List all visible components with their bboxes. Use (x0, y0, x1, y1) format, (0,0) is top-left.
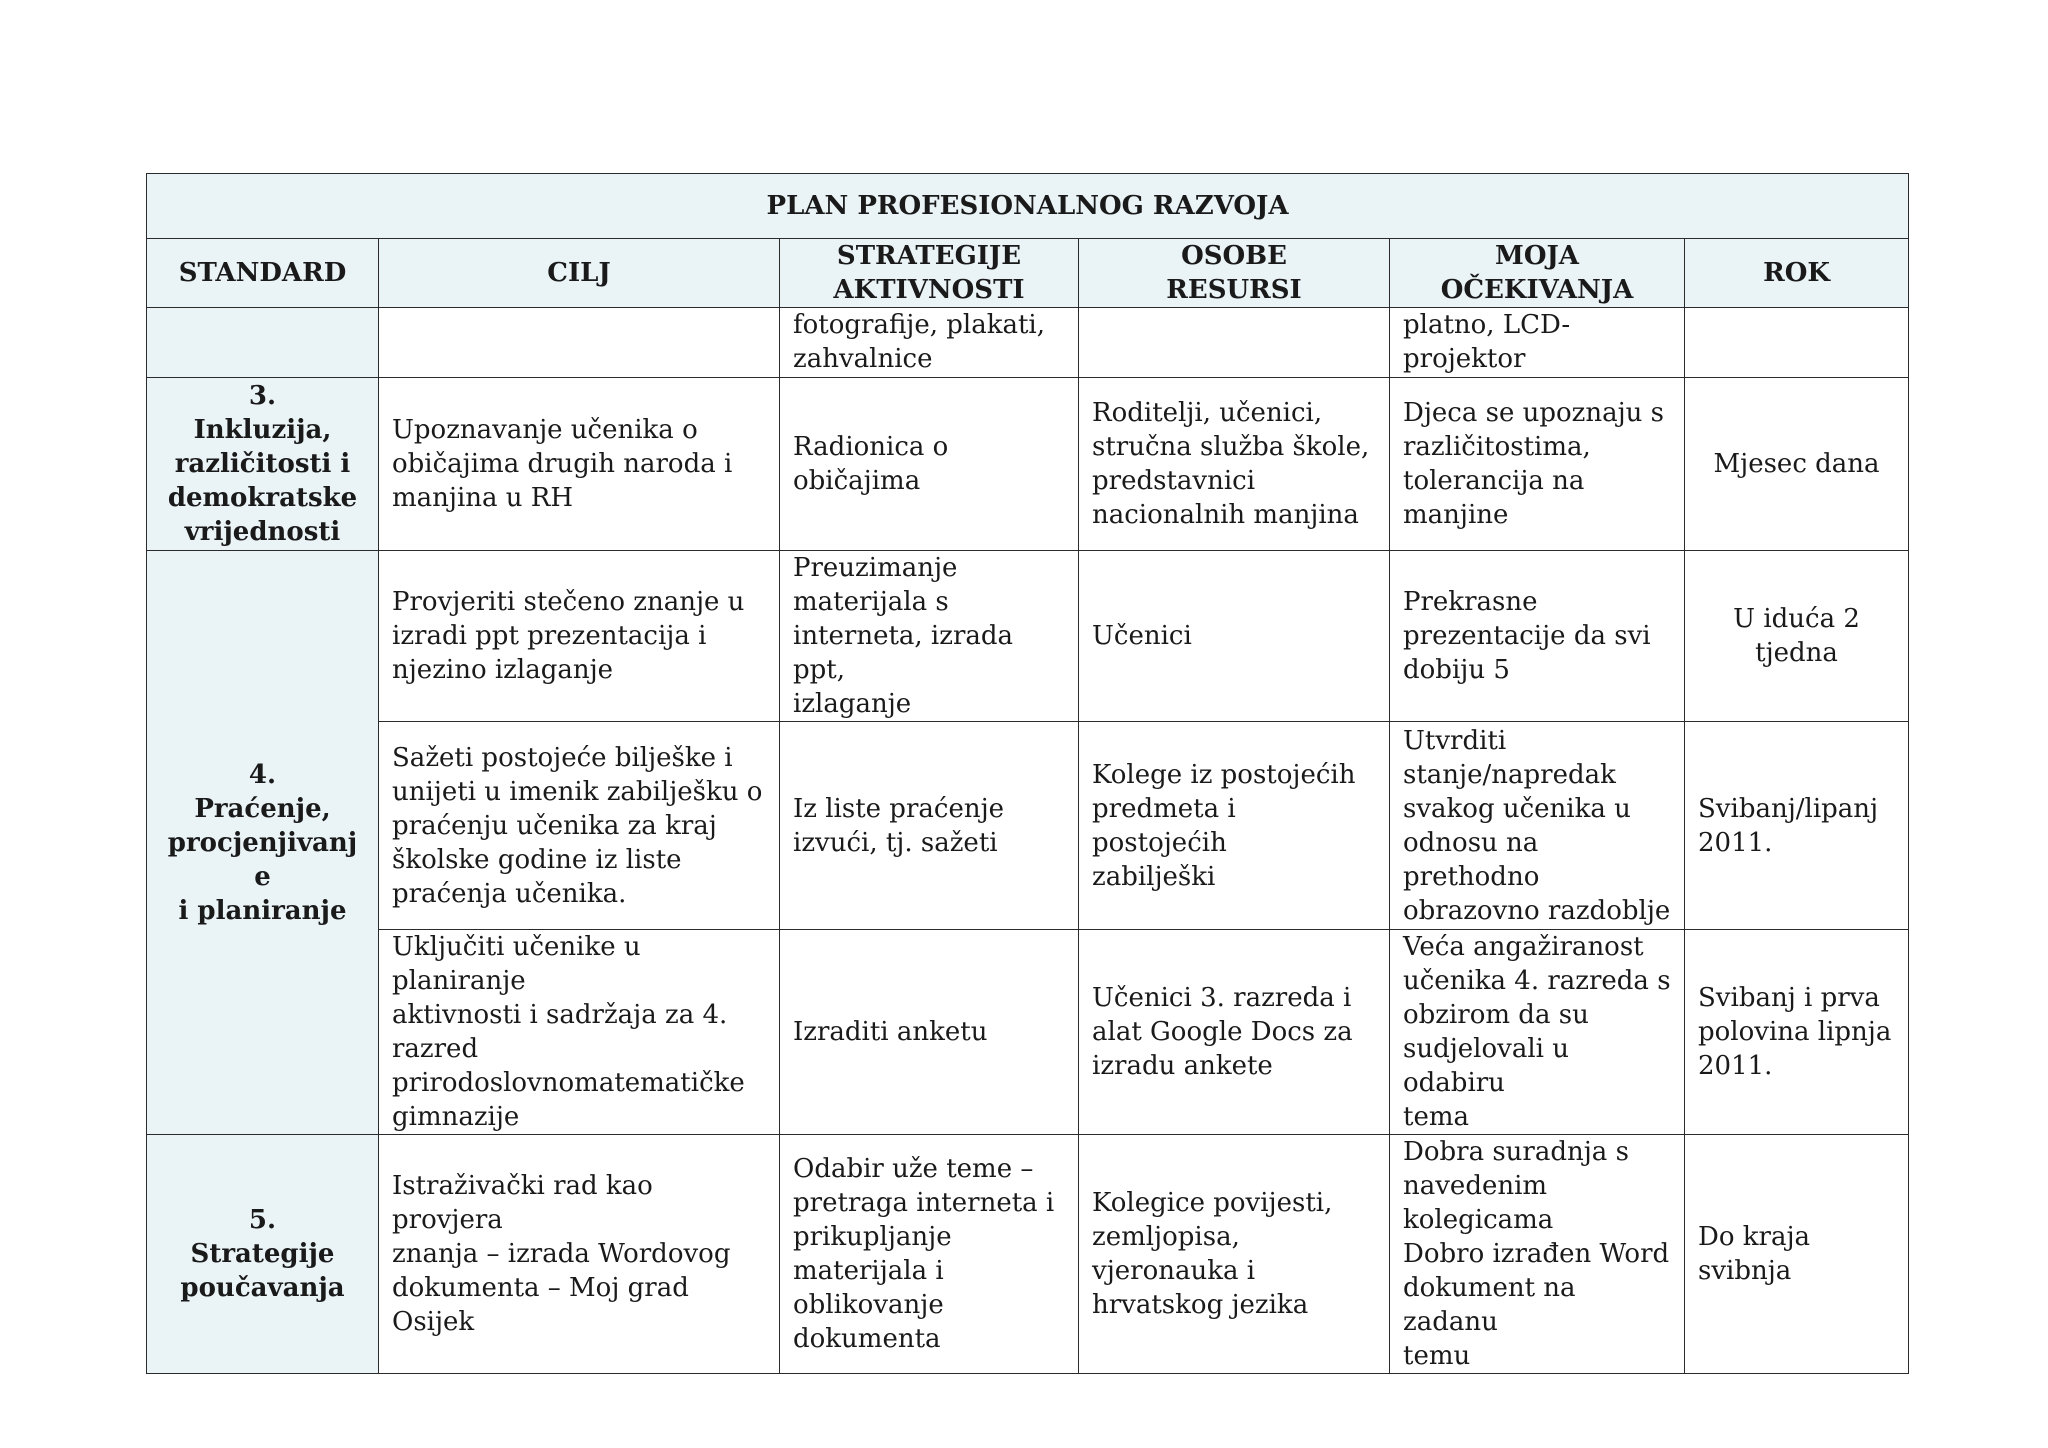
osobe-cell (1079, 1135, 1390, 1374)
cilj-cell (379, 1135, 780, 1374)
text-line: Do kraja (1698, 1222, 1811, 1252)
text-line: sudjelovali u odabiru (1403, 1034, 1569, 1098)
text-line: zemljopisa, (1092, 1222, 1240, 1252)
text-line: stanje/napredak (1403, 759, 1616, 790)
text-line: prirodoslovnomatematičke (392, 1068, 745, 1098)
text-line: Odabir uže teme – (793, 1154, 1034, 1184)
rok-cell (1685, 1135, 1909, 1374)
table-row (147, 722, 1909, 930)
text-line: Kolege iz postojećih (1092, 759, 1356, 790)
header-strategije-line-2: AKTIVNOSTI (833, 275, 1025, 305)
text-line: obrazovno razdoblje (1403, 895, 1671, 926)
text-line: Utvrditi (1403, 725, 1507, 756)
text-line: razred (392, 1034, 479, 1064)
rok-cell: Mjesec dana (1685, 378, 1909, 551)
text-line: Učenici 3. razreda i (1092, 983, 1352, 1013)
standard-cell-4 (147, 551, 379, 1135)
text-line: materijala s (793, 587, 949, 617)
text-line: zabilješki (1092, 861, 1216, 892)
standard-line: procjenjivanje (167, 827, 358, 892)
text-line: U iduća 2 (1733, 604, 1860, 634)
text-line: tema (1403, 1102, 1469, 1132)
standard-cell-3 (147, 378, 379, 551)
text-line: njezino izlaganje (392, 655, 614, 685)
text-line: nacionalnih manjina (1092, 500, 1359, 530)
text-line: izvući, tj. sažeti (793, 827, 998, 858)
text-line: predmeta i postojećih (1092, 793, 1236, 858)
text-line: tolerancija na (1403, 466, 1585, 496)
text-line: Uključiti učenike u planiranje (392, 932, 641, 996)
text-line: izradi ppt prezentacija i (392, 621, 707, 651)
text-line: manjine (1403, 500, 1509, 530)
cilj-cell (379, 378, 780, 551)
title-row (147, 174, 1909, 239)
text-line: Dobro izrađen Word (1403, 1239, 1670, 1269)
osobe-cell (1079, 308, 1390, 378)
text-line: Preuzimanje (793, 553, 958, 583)
text-line: običajima (793, 466, 921, 496)
text-line: zahvalnice (793, 344, 933, 374)
text-line: Radionica o (793, 432, 949, 462)
header-standard: STANDARD (147, 239, 379, 308)
text-line: Djeca se upoznaju s (1403, 398, 1665, 428)
header-row (147, 239, 1909, 308)
text-line: prezentacije da svi (1403, 621, 1651, 651)
ocekivanja-cell (1390, 308, 1685, 378)
rok-cell (1685, 722, 1909, 930)
ocekivanja-cell (1390, 1135, 1685, 1374)
osobe-cell (1079, 551, 1390, 722)
text-line: dokument na zadanu (1403, 1273, 1576, 1337)
standard-line: 4. (248, 759, 277, 790)
text-line: polovina lipnja (1698, 1017, 1892, 1047)
text-line: Provjeriti stečeno znanje u (392, 587, 745, 617)
text-line: navedenim (1403, 1171, 1548, 1201)
text-line: školske godine iz liste (392, 844, 682, 875)
strategije-cell (780, 722, 1079, 930)
text-line: Upoznavanje učenika o (392, 415, 698, 445)
cilj-cell (379, 551, 780, 722)
text-line: Sažeti postojeće bilješke i (392, 742, 733, 773)
table-row (147, 308, 1909, 378)
strategije-cell (780, 551, 1079, 722)
text-line: stručna služba škole, (1092, 432, 1370, 462)
text-line: običajima drugih naroda i (392, 449, 733, 479)
table-title: PLAN PROFESIONALNOG RAZVOJA (147, 174, 1909, 239)
standard-line: demokratske (167, 483, 358, 513)
text-line: 2011. (1698, 1051, 1773, 1081)
text-line: projektor (1403, 344, 1526, 374)
text-line: Svibanj/lipanj (1698, 793, 1879, 824)
ocekivanja-cell (1390, 378, 1685, 551)
text-line: gimnazije (392, 1102, 520, 1132)
standard-cell-5 (147, 1135, 379, 1374)
text-line: materijala i (793, 1256, 944, 1286)
text-line: unijeti u imenik zabilješku o (392, 776, 763, 807)
text-line: interneta, izrada ppt, (793, 621, 1014, 685)
header-osobe-line-2: RESURSI (1166, 275, 1302, 305)
header-ocekivanja: MOJA OČEKIVANJA (1390, 239, 1685, 308)
standard-cell-continued (147, 308, 379, 378)
standard-line: Strategije (190, 1239, 335, 1269)
standard-line: 3. (248, 381, 277, 411)
text-line: temu (1403, 1341, 1471, 1371)
text-line: dobiju 5 (1403, 655, 1510, 685)
text-line: Istraživački rad kao provjera (392, 1171, 653, 1235)
strategije-cell (780, 1135, 1079, 1374)
text-line: Veća angažiranost (1403, 932, 1644, 962)
text-line: manjina u RH (392, 483, 574, 513)
rok-cell (1685, 308, 1909, 378)
text-line: fotografije, plakati, (793, 310, 1046, 340)
text-line: kolegicama (1403, 1205, 1554, 1235)
table-row (147, 378, 1909, 551)
text-line: 2011. (1698, 827, 1773, 858)
header-rok: ROK (1685, 239, 1909, 308)
text-line: učenika 4. razreda s (1403, 966, 1671, 996)
ocekivanja-cell (1390, 722, 1685, 930)
standard-line: 5. (248, 1205, 277, 1235)
text-line: dokumenta – Moj grad Osijek (392, 1273, 689, 1337)
strategije-cell (780, 378, 1079, 551)
strategije-cell (780, 930, 1079, 1135)
standard-line: vrijednosti (184, 517, 341, 547)
cilj-cell (379, 930, 780, 1135)
text-line: Kolegice povijesti, (1092, 1188, 1333, 1218)
text-line: prethodno (1403, 861, 1540, 892)
text-line: oblikovanje (793, 1290, 944, 1320)
text-line: praćenja učenika. (392, 878, 627, 909)
ocekivanja-cell (1390, 930, 1685, 1135)
text-line: vjeronauka i (1092, 1256, 1256, 1286)
table-row (147, 930, 1909, 1135)
text-line: svibnja (1698, 1256, 1792, 1286)
cilj-cell (379, 308, 780, 378)
text-line: Izraditi anketu (793, 1017, 988, 1047)
ocekivanja-cell (1390, 551, 1685, 722)
text-line: hrvatskog jezika (1092, 1290, 1309, 1320)
standard-line: Inkluzija, (193, 415, 332, 445)
header-cilj: CILJ (379, 239, 780, 308)
standard-line: poučavanja (180, 1273, 345, 1303)
osobe-cell (1079, 722, 1390, 930)
text-line: različitostima, (1403, 432, 1591, 462)
text-line: znanja – izrada Wordovog (392, 1239, 731, 1269)
text-line: Roditelji, učenici, (1092, 398, 1323, 428)
strategije-cell (780, 308, 1079, 378)
text-line: Svibanj i prva (1698, 983, 1880, 1013)
table-row (147, 551, 1909, 722)
text-line: dokumenta (793, 1324, 941, 1354)
standard-line: različitosti i (174, 449, 351, 479)
professional-development-plan-table (146, 173, 1909, 1374)
text-line: aktivnosti i sadržaja za 4. (392, 1000, 728, 1030)
text-line: platno, LCD- (1403, 310, 1571, 340)
text-line: alat Google Docs za (1092, 1017, 1353, 1047)
cilj-cell (379, 722, 780, 930)
text-line: svakog učenika u (1403, 793, 1631, 824)
rok-cell (1685, 551, 1909, 722)
osobe-cell (1079, 930, 1390, 1135)
text-line: Prekrasne (1403, 587, 1538, 617)
text-line: praćenju učenika za kraj (392, 810, 717, 841)
table-row (147, 1135, 1909, 1374)
text-line: pretraga interneta i (793, 1188, 1055, 1218)
text-line: predstavnici (1092, 466, 1256, 496)
header-strategije-line-1: STRATEGIJE (836, 241, 1022, 271)
text-line: prikupljanje (793, 1222, 952, 1252)
header-osobe (1079, 239, 1390, 308)
osobe-cell (1079, 378, 1390, 551)
header-osobe-line-1: OSOBE (1181, 241, 1287, 271)
text-line: tjedna (1755, 638, 1838, 668)
standard-line: i planiranje (178, 895, 347, 926)
standard-line: Praćenje, (194, 793, 331, 824)
text-line: izradu ankete (1092, 1051, 1273, 1081)
text-line: odnosu na (1403, 827, 1539, 858)
text-line: Učenici (1092, 621, 1192, 651)
text-line: izlaganje (793, 689, 912, 719)
rok-cell (1685, 930, 1909, 1135)
text-line: obzirom da su (1403, 1000, 1589, 1030)
text-line: Iz liste praćenje (793, 793, 1005, 824)
text-line: Dobra suradnja s (1403, 1137, 1629, 1167)
header-strategije (780, 239, 1079, 308)
